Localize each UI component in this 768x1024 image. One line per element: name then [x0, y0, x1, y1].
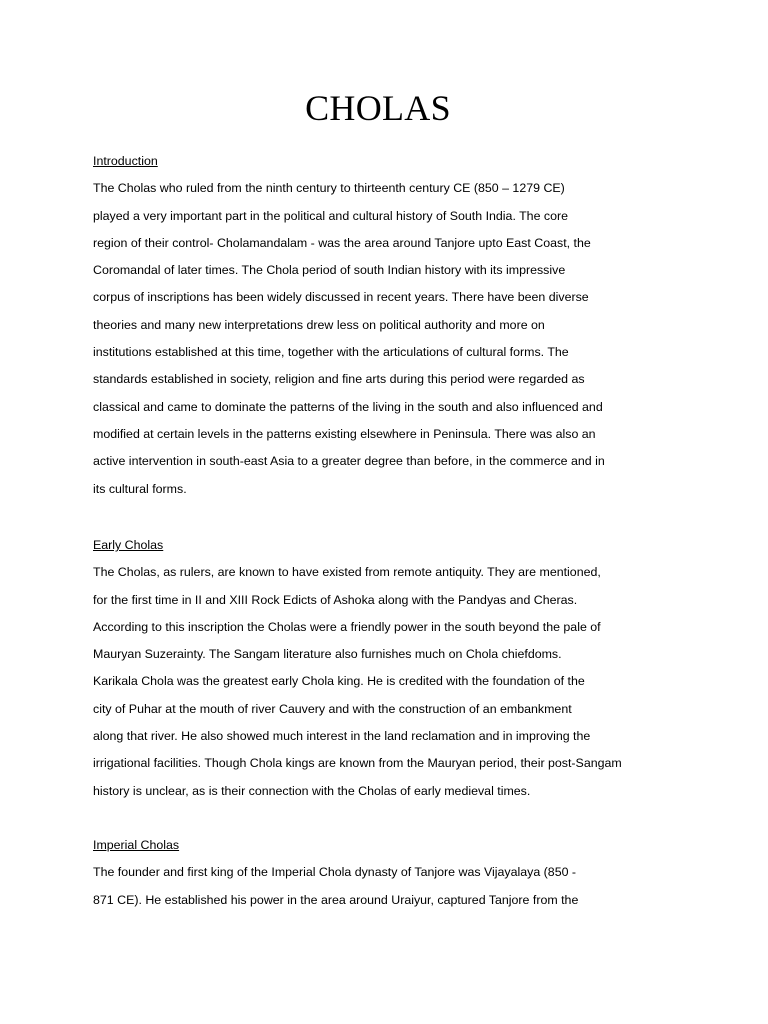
paragraph-line: active intervention in south-east Asia to a greater degree than before, in the commerce and in — [93, 454, 605, 469]
paragraph-line: According to this inscription the Cholas were a friendly power in the south beyond the pale of — [93, 619, 601, 634]
paragraph-line: history is unclear, as is their connection with the Cholas of early medieval times. — [93, 783, 531, 798]
paragraph-line: for the first time in II and XIII Rock Edicts of Ashoka along with the Pandyas and Cheras. — [93, 592, 578, 607]
paragraph-line: irrigational facilities. Though Chola kings are known from the Mauryan period, their post-Sangam — [93, 756, 622, 771]
paragraph-line: Karikala Chola was the greatest early Chola king. He is credited with the foundation of the — [93, 674, 585, 689]
paragraph-line: The Cholas who ruled from the ninth century to thirteenth century CE (850 – 1279 CE) — [93, 181, 565, 196]
section-heading-early-cholas: Early Cholas — [93, 538, 164, 552]
paragraph-line: along that river. He also showed much interest in the land reclamation and in improving the — [93, 729, 591, 744]
paragraph-line: Coromandal of later times. The Chola period of south Indian history with its impressive — [93, 263, 566, 278]
paragraph-line: region of their control- Cholamandalam - was the area around Tanjore upto East Coast, the — [93, 235, 591, 250]
document-title: CHOLAS — [305, 88, 451, 128]
paragraph-line: corpus of inscriptions has been widely discussed in recent years. There have been diverse — [93, 290, 589, 305]
paragraph-line: Mauryan Suzerainty. The Sangam literature also furnishes much on Chola chiefdoms. — [93, 647, 562, 662]
section-introduction — [93, 148, 668, 503]
section-early-cholas — [93, 532, 668, 805]
section-heading-imperial-cholas: Imperial Cholas — [93, 838, 180, 852]
paragraph-line: classical and came to dominate the patterns of the living in the south and also influenced and — [93, 399, 603, 414]
paragraph-line: city of Puhar at the mouth of river Cauvery and with the construction of an embankment — [93, 701, 572, 716]
paragraph-line: played a very important part in the political and cultural history of South India. The core — [93, 208, 569, 223]
paragraph-line: standards established in society, religion and fine arts during this period were regarded as — [93, 372, 585, 387]
section-imperial-cholas — [93, 832, 668, 914]
section-heading-introduction: Introduction — [93, 154, 158, 168]
paragraph-line: its cultural forms. — [93, 481, 187, 496]
paragraph-line: 871 CE). He established his power in the area around Uraiyur, captured Tanjore from the — [93, 892, 579, 907]
paragraph-line: theories and many new interpretations drew less on political authority and more on — [93, 317, 545, 332]
paragraph-line: modified at certain levels in the patterns existing elsewhere in Peninsula. There was also an — [93, 426, 596, 441]
paragraph-line: The Cholas, as rulers, are known to have existed from remote antiquity. They are mentioned, — [93, 565, 601, 580]
paragraph-line: The founder and first king of the Imperial Chola dynasty of Tanjore was Vijayalaya (850 - — [93, 865, 577, 880]
paragraph-line: institutions established at this time, together with the articulations of cultural forms. The — [93, 345, 569, 360]
